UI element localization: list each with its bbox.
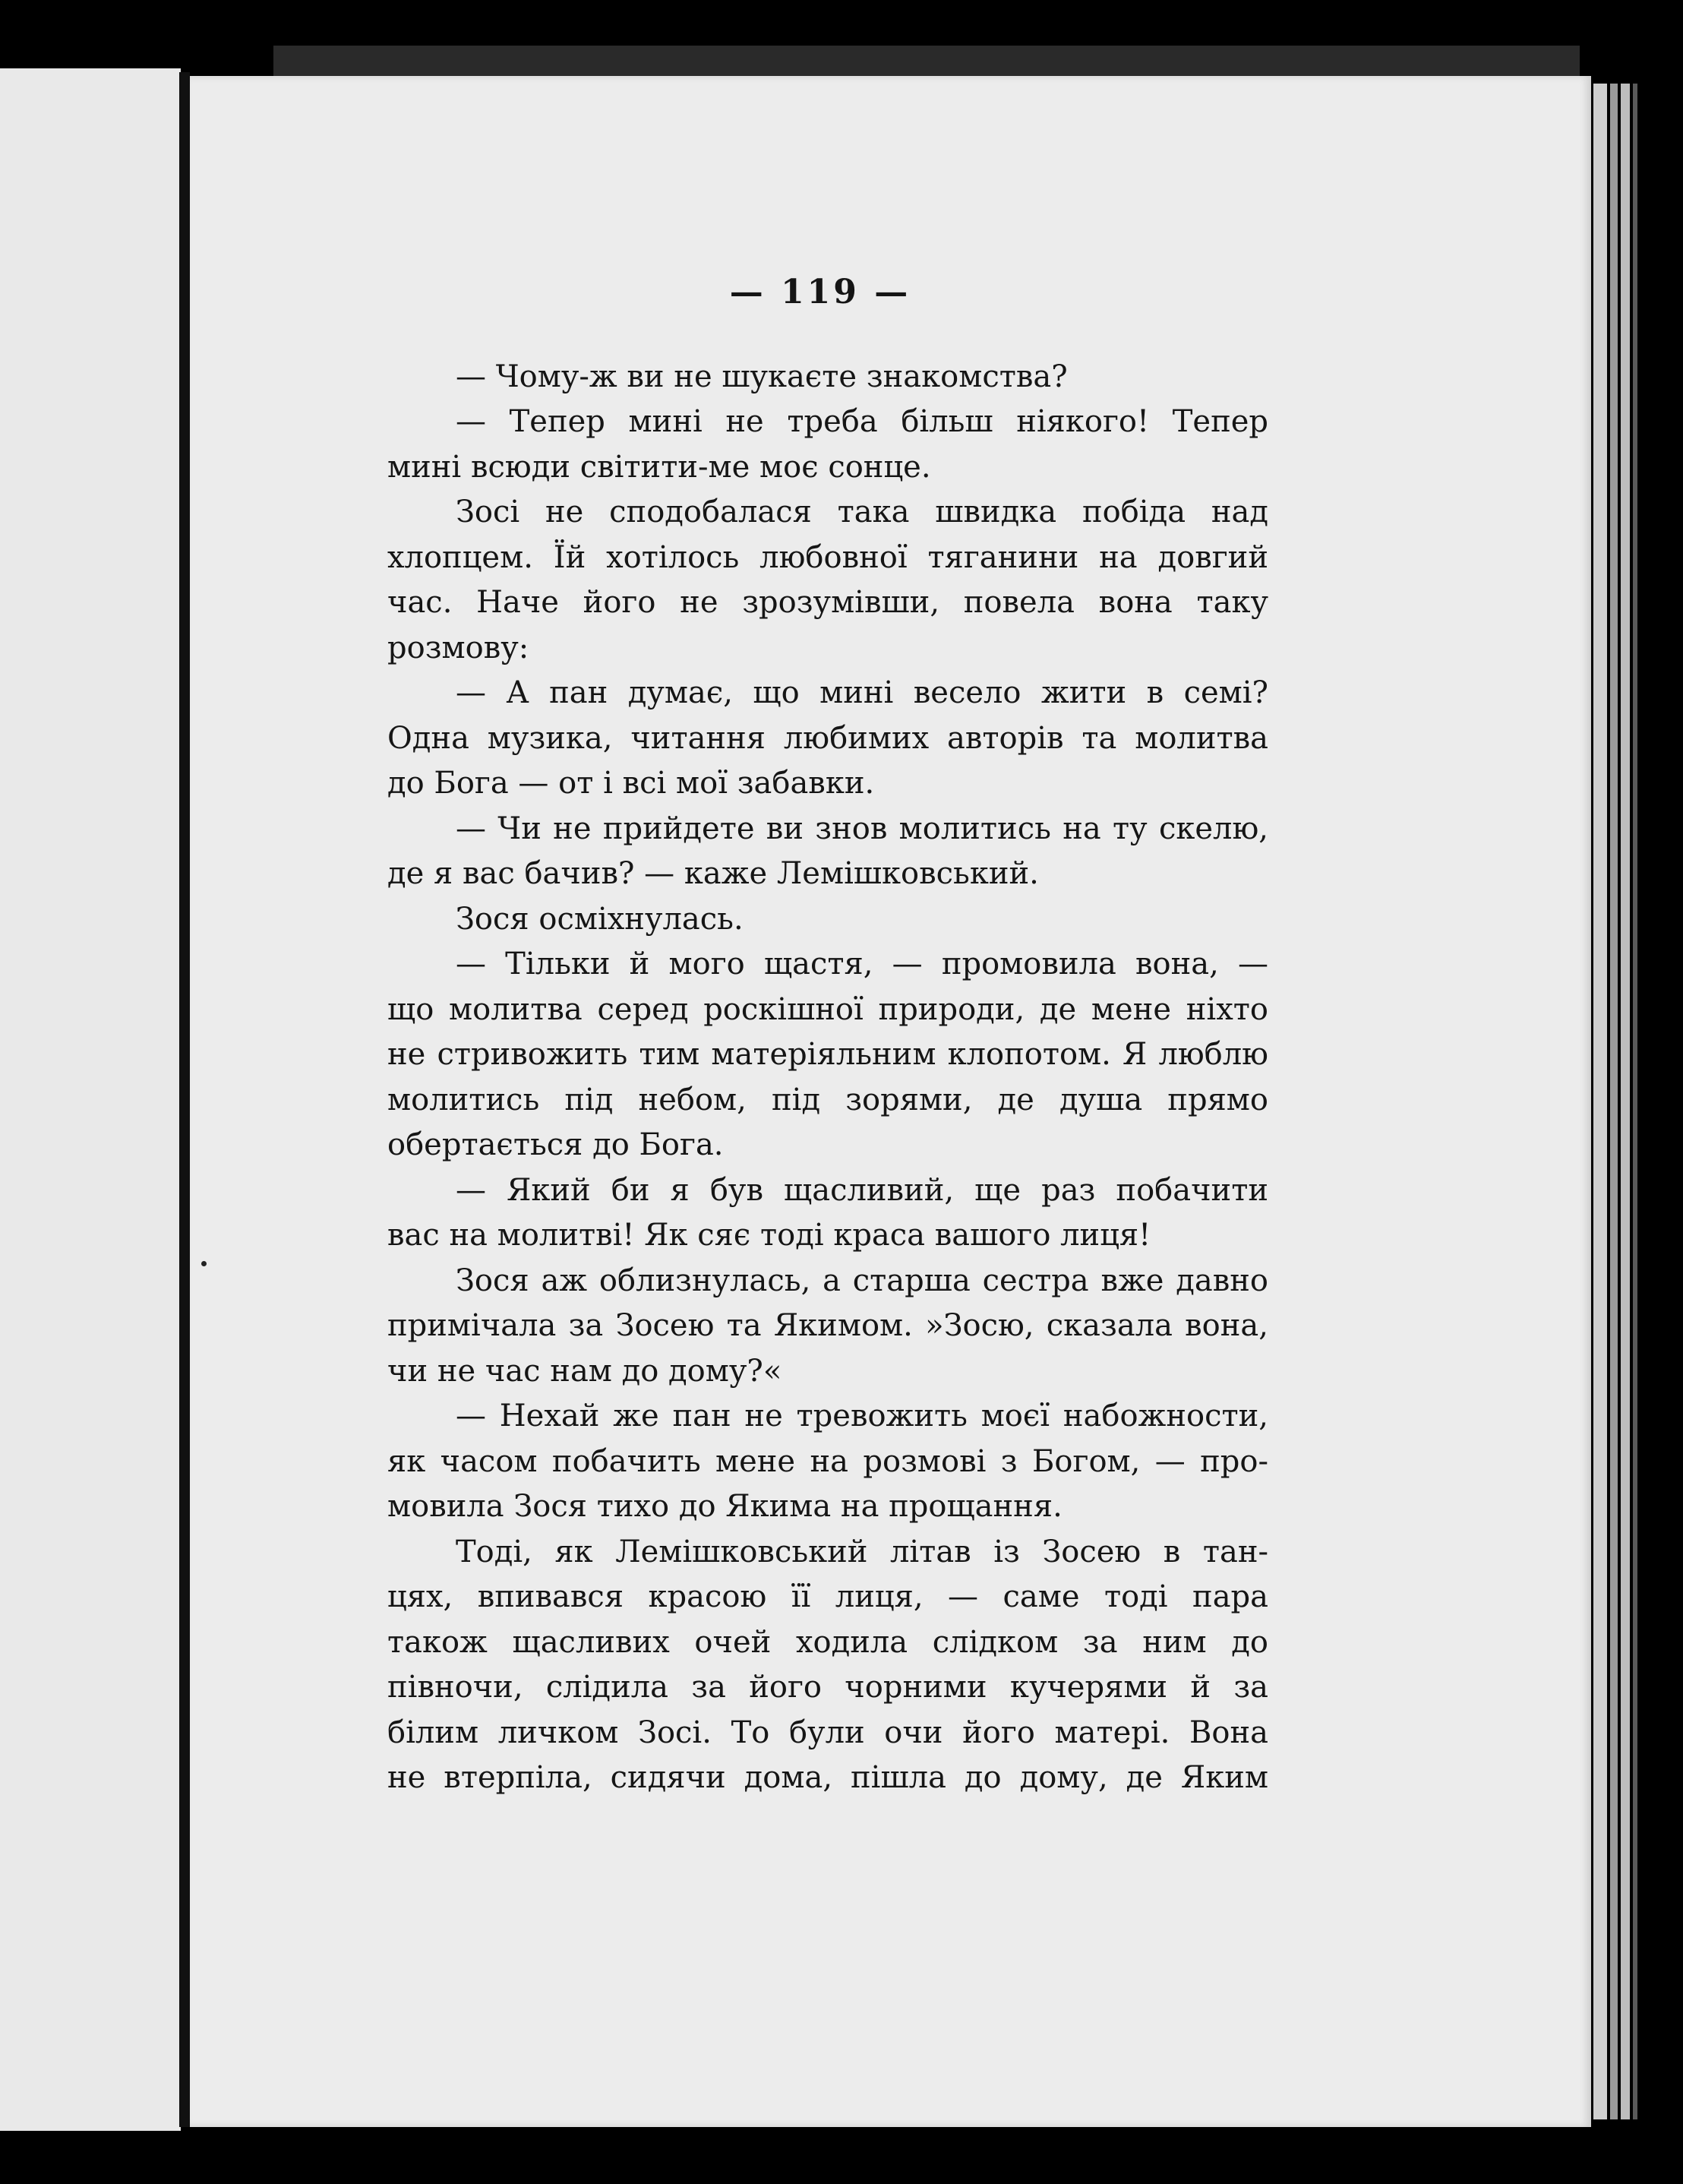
scanner-top-shadow	[273, 46, 1580, 79]
text-line: чи не час нам до дому?«	[387, 1353, 782, 1389]
text-line: молитись під небом, під зорями, де душа прямо	[387, 1082, 1268, 1117]
text-line: цях, впивався красою її лиця, — саме тоді пара	[387, 1579, 1268, 1614]
text-line: мині всюди світити-ме моє сонце.	[387, 449, 931, 485]
text-lines	[387, 355, 1268, 1801]
text-line: Зосі не сподобалася така швидка побіда над	[456, 495, 1268, 529]
text-line: — Тільки й мого щастя, — промовила вона, —	[456, 947, 1268, 981]
text-line: Тоді, як Лемішковський літав із Зосею в тан-	[456, 1534, 1268, 1569]
page-number: — 119 —	[729, 273, 911, 311]
text-line: Зося аж облизнулась, а старша сестра вже давно	[456, 1263, 1268, 1298]
page-edge-layer	[1633, 84, 1637, 2119]
text-line: що молитва серед роскішної природи, де мене ніхто	[387, 991, 1268, 1027]
text-line: не втерпіла, сидячи дома, пішла до дому, де Яким	[387, 1760, 1268, 1795]
text-line: як часом побачить мене на розмові з Богом, — про-	[387, 1443, 1268, 1479]
text-line: — Тепер мині не треба більш ніякого! Тепер	[456, 404, 1268, 439]
text-line: Одна музика, читання любимих авторів та молитва	[387, 720, 1268, 756]
text-line: примічала за Зосею та Якимом. »Зосю, сказала вона,	[387, 1308, 1268, 1343]
margin-speck	[201, 1261, 207, 1266]
text-line: не стривожить тим матеріяльним клопотом. Я люблю	[387, 1037, 1268, 1072]
text-line: мовила Зося тихо до Якима на прощання.	[387, 1489, 1063, 1524]
text-line: розмову:	[387, 630, 529, 665]
text-line: Зося осміхнулась.	[456, 901, 744, 937]
text-line: хлопцем. Їй хотілось любовної тяганини на довгий	[387, 539, 1268, 575]
text-line: — Чому-ж ви не шукаєте знакомства?	[456, 359, 1068, 394]
book-gutter	[179, 72, 190, 2127]
text-line: — А пан думає, що мині весело жити в семі?	[456, 675, 1268, 710]
text-line: півночи, слідила за його чорними кучерями й за	[387, 1670, 1268, 1705]
text-line: до Бога — от і всі мої забавки.	[387, 766, 875, 801]
text-line: де я вас бачив? — каже Лемішковський.	[387, 856, 1039, 891]
text-line: вас на молитві! Як сяє тоді краса вашого лиця!	[387, 1218, 1151, 1253]
text-line: — Який би я був щасливий, ще раз побачити	[456, 1172, 1268, 1208]
page-edge-layer	[1593, 84, 1607, 2119]
text-line: — Чи не прийдете ви знов молитись на ту скелю,	[456, 811, 1268, 846]
page-text	[387, 270, 1268, 1801]
text-line: час. Наче його не зрозумівши, повела вона таку	[387, 585, 1268, 620]
text-line: білим личком Зосі. То були очи його матері. Вона	[387, 1715, 1268, 1750]
text-line: також щасливих очей ходила слідком за ним до	[387, 1624, 1268, 1660]
text-line: — Нехай же пан не тревожить моєї набожности,	[456, 1399, 1268, 1433]
facing-page-edge	[0, 68, 181, 2131]
text-line: обертається до Бога.	[387, 1127, 724, 1162]
page-edge-layer	[1610, 84, 1618, 2119]
page-edge-layer	[1621, 84, 1630, 2119]
